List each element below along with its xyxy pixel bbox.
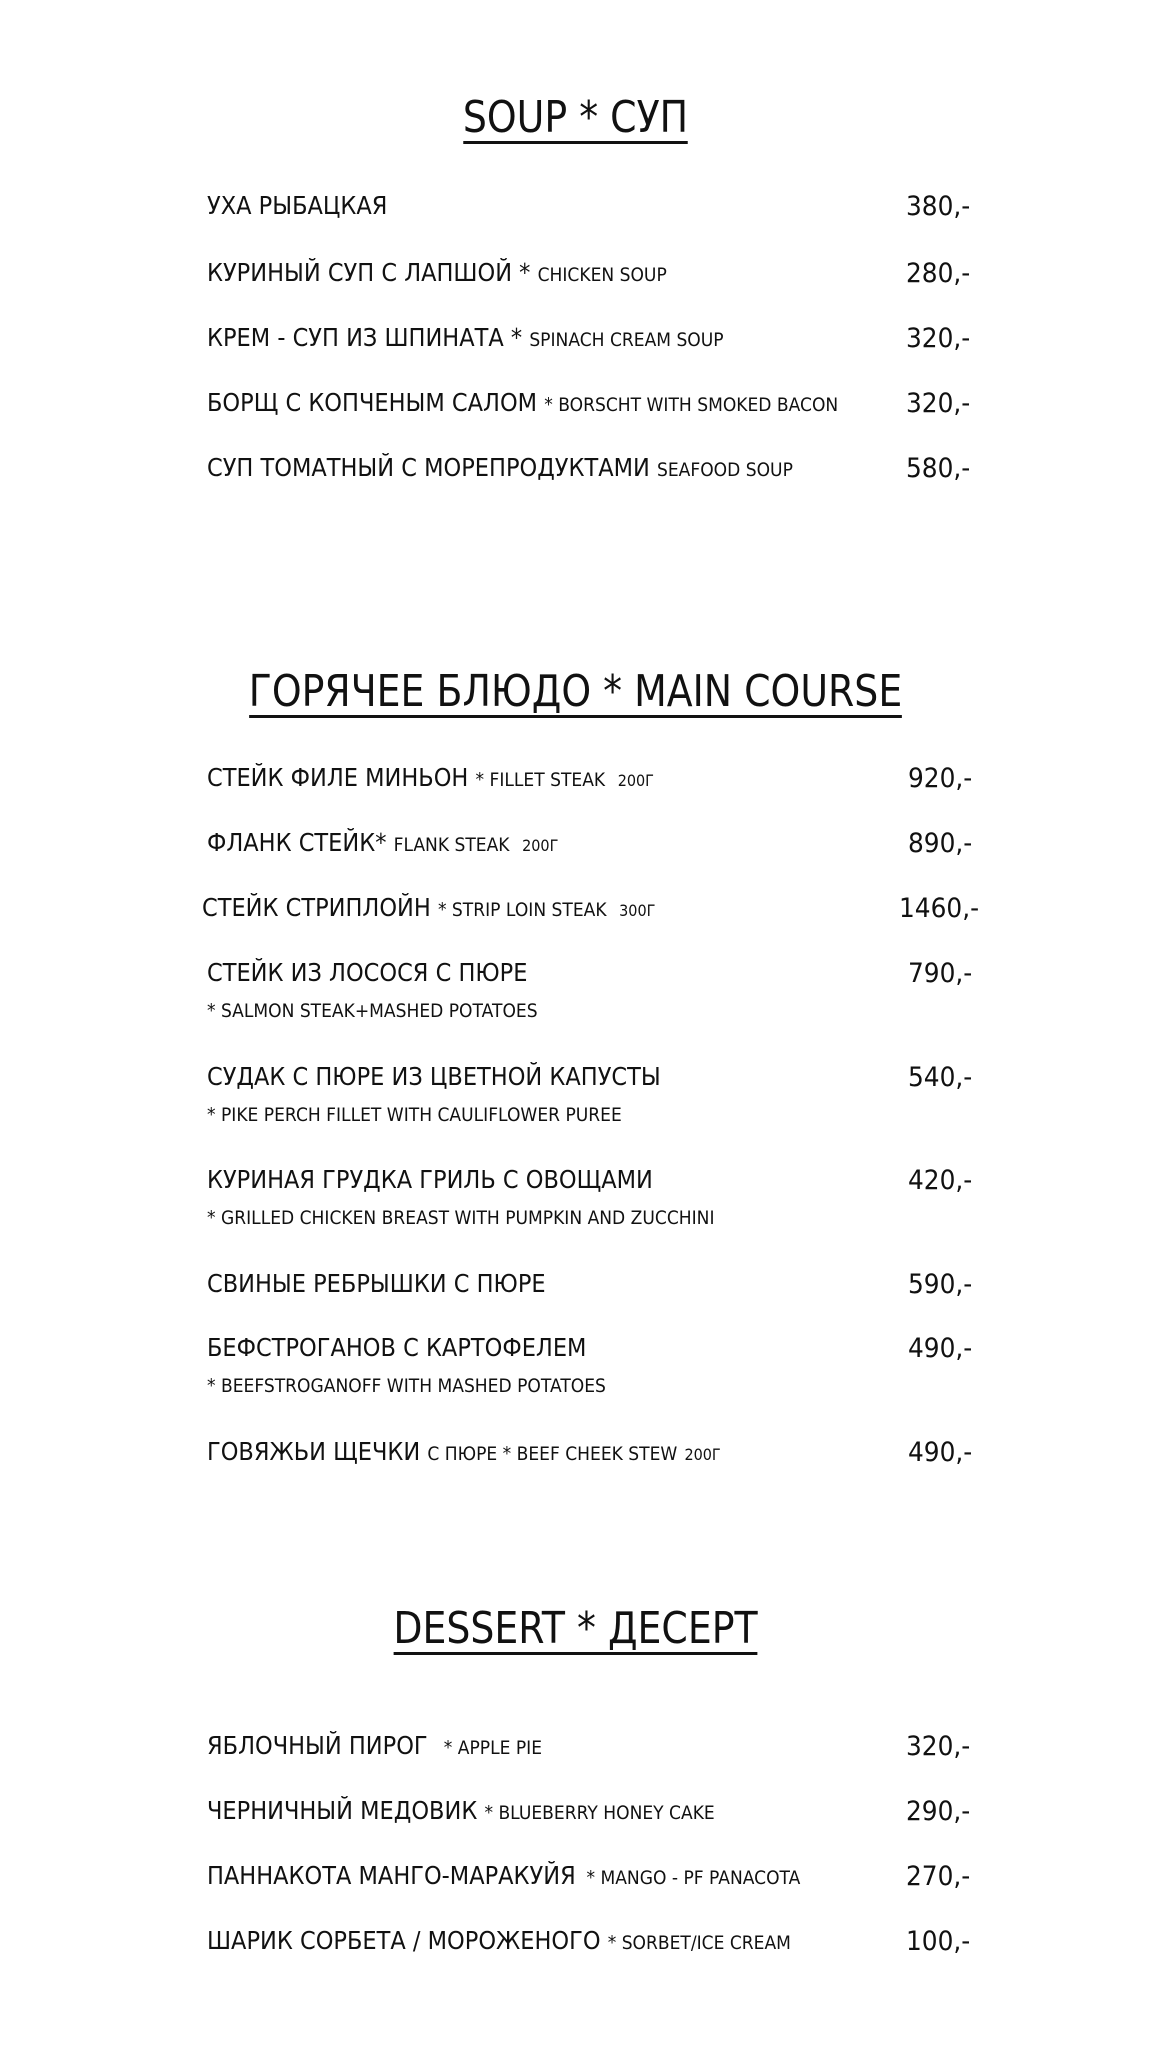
item-price: 1460,- — [899, 893, 980, 924]
section-title-soup: SOUP * СУП — [462, 92, 689, 143]
menu-item — [207, 958, 973, 1038]
item-english-name: SPINACH CREAM SOUP — [529, 329, 724, 351]
item-english-name: * BEEFSTROGANOFF WITH MASHED POTATOES — [207, 1375, 606, 1397]
item-weight: 200Г — [684, 1445, 721, 1464]
menu-item — [207, 191, 971, 231]
item-english-name: * APPLE PIE — [443, 1737, 543, 1759]
item-name: ФЛАНК СТЕЙК* — [207, 828, 387, 857]
item-english-name: * MANGO - PF PANACOTA — [586, 1867, 801, 1889]
item-price: 280,- — [906, 258, 971, 289]
item-name: ГОВЯЖЬИ ЩЕЧКИ — [207, 1437, 421, 1466]
item-name: КРЕМ - СУП ИЗ ШПИНАТА * — [207, 323, 523, 352]
menu-item — [207, 1861, 971, 1901]
item-price: 320,- — [906, 388, 971, 419]
item-english-name: * SORBET/ICE CREAM — [607, 1932, 791, 1954]
item-price: 540,- — [908, 1062, 973, 1093]
section-title-dessert: DESSERT * ДЕСЕРТ — [393, 1603, 758, 1654]
menu-item — [207, 828, 973, 868]
menu-item — [207, 1062, 973, 1142]
item-price: 270,- — [906, 1861, 971, 1892]
item-name: БОРЩ С КОПЧЕНЫМ САЛОМ — [207, 388, 538, 417]
item-english-name: * SALMON STEAK+MASHED POTATOES — [207, 1000, 538, 1022]
menu-item — [207, 1165, 973, 1245]
item-name: КУРИНЫЙ СУП С ЛАПШОЙ * — [207, 258, 531, 287]
item-english-name: * PIKE PERCH FILLET WITH CAULIFLOWER PUREE — [207, 1104, 622, 1126]
item-weight: 200Г — [617, 771, 654, 790]
item-name: ЯБЛОЧНЫЙ ПИРОГ — [207, 1731, 428, 1760]
item-price: 890,- — [908, 828, 973, 859]
item-price: 320,- — [906, 1731, 971, 1762]
menu-item — [207, 323, 971, 363]
section-title-main-course: ГОРЯЧЕЕ БЛЮДО * MAIN COURSE — [248, 666, 903, 717]
menu-item — [207, 388, 971, 428]
menu-item — [207, 1437, 973, 1477]
item-price: 790,- — [908, 958, 973, 989]
menu-item — [207, 1796, 971, 1836]
item-english-name: CHICKEN SOUP — [537, 264, 667, 286]
item-price: 100,- — [906, 1926, 971, 1957]
item-name: СУП ТОМАТНЫЙ С МОРЕПРОДУКТАМИ — [207, 453, 650, 482]
item-name: СТЕЙК ФИЛЕ МИНЬОН — [207, 763, 469, 792]
item-price: 420,- — [908, 1165, 973, 1196]
item-name: ШАРИК СОРБЕТА / МОРОЖЕНОГО — [207, 1926, 601, 1955]
item-english-name: * FILLET STEAK — [475, 769, 606, 791]
item-name: СТЕЙК ИЗ ЛОСОСЯ С ПЮРЕ — [207, 958, 528, 987]
menu-item — [202, 893, 980, 933]
item-weight: 200Г — [522, 836, 559, 855]
item-price: 290,- — [906, 1796, 971, 1827]
item-name: КУРИНАЯ ГРУДКА ГРИЛЬ С ОВОЩАМИ — [207, 1165, 653, 1194]
menu-item — [207, 1926, 971, 1966]
item-name: СТЕЙК СТРИПЛОЙН — [202, 893, 431, 922]
item-english-name: * GRILLED CHICKEN BREAST WITH PUMPKIN AND ZUCCHINI — [207, 1207, 715, 1229]
item-name: СВИНЫЕ РЕБРЫШКИ С ПЮРЕ — [207, 1269, 546, 1298]
item-english-name: FLANK STEAK — [393, 834, 510, 856]
item-name: СУДАК С ПЮРЕ ИЗ ЦВЕТНОЙ КАПУСТЫ — [207, 1062, 661, 1091]
item-english-name: * BORSCHT WITH SMOKED BACON — [544, 394, 839, 416]
item-price: 490,- — [908, 1333, 973, 1364]
menu-item — [207, 258, 971, 298]
item-name: ПАННАКОТА МАНГО-МАРАКУЙЯ — [207, 1861, 576, 1890]
item-weight: 300Г — [619, 901, 656, 920]
item-price: 580,- — [906, 453, 971, 484]
menu-item — [207, 763, 973, 803]
item-price: 380,- — [906, 191, 971, 222]
item-price: 920,- — [908, 763, 973, 794]
item-price: 590,- — [908, 1269, 973, 1300]
item-english-name: * STRIP LOIN STEAK — [437, 899, 607, 921]
menu-item — [207, 1269, 973, 1309]
item-english-name: SEAFOOD SOUP — [657, 459, 793, 481]
item-price: 320,- — [906, 323, 971, 354]
menu-item — [207, 453, 971, 493]
item-name: УХА РЫБАЦКАЯ — [207, 191, 388, 220]
menu-item — [207, 1731, 971, 1771]
item-price: 490,- — [908, 1437, 973, 1468]
item-name: ЧЕРНИЧНЫЙ МЕДОВИК — [207, 1796, 478, 1825]
item-name: БЕФСТРОГАНОВ С КАРТОФЕЛЕМ — [207, 1333, 587, 1362]
item-english-name: С ПЮРЕ * BEEF CHEEK STEW — [427, 1443, 678, 1465]
menu-item — [207, 1333, 973, 1413]
item-english-name: * BLUEBERRY HONEY CAKE — [484, 1802, 715, 1824]
